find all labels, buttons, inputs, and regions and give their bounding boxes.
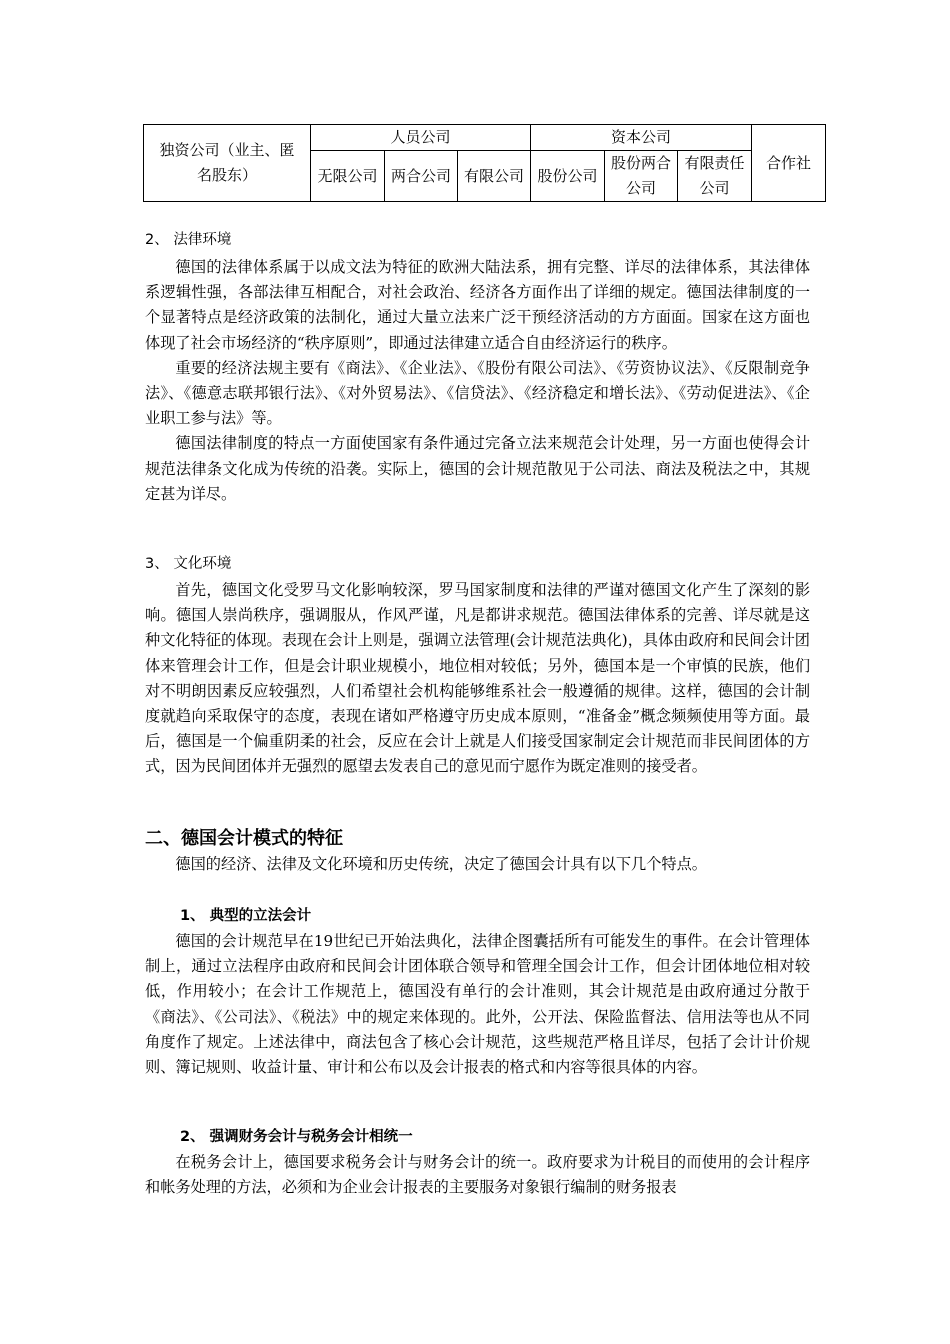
cell-limited-company: 有限公司 bbox=[458, 151, 531, 202]
heading-tax-financial-unity: 2、 强调财务会计与税务会计相统一 bbox=[180, 1129, 413, 1145]
cell-limited-partnership: 两合公司 bbox=[385, 151, 458, 202]
cell-limited-liability-company: 有限责任公司 bbox=[678, 151, 752, 202]
paragraph: 在税务会计上，德国要求税务会计与财务会计的统一。政府要求为计税目的而使用的会计程序和帐务处理的方法，必须和为企业会计报表的主要服务对象银行编制的财务报表 bbox=[145, 1153, 810, 1197]
paragraph: 德国的会计规范早在19世纪已开始法典化，法律企图囊括所有可能发生的事件。在会计管理体制上，通过立法程序由政府和民间会计团体联合领导和管理全国会计工作，但会计团体地位相对较低，作用较小；在会计工作规范上，德国没有单行的会计准则，其会计规范是由政府通过分散于《商法》、《公司法》、《税法》中的规定来体现的。此外，公开法、保险监督法、信用法等也从不同角度作了规定。上述法律中，商法包含了核心会计规范，这些规范严格且详尽，包括了会计计价规则、簿记规则、收益计量、审计和公布以及会计报表的格式和内容等很具体的内容。 bbox=[145, 932, 810, 1077]
heading-legal-environment: 2、 法律环境 bbox=[145, 232, 232, 248]
company-forms-table bbox=[143, 124, 826, 202]
cell-sole-proprietorship: 独资公司（业主、匿名股东） bbox=[144, 125, 311, 202]
cell-partnership-limited-by-shares: 股份两合公司 bbox=[605, 151, 678, 202]
paragraph: 德国的经济、法律及文化环境和历史传统，决定了德国会计具有以下几个特点。 bbox=[175, 855, 707, 873]
heading-legislative-accounting: 1、 典型的立法会计 bbox=[180, 908, 312, 924]
tax-financial-unity-body bbox=[145, 1150, 810, 1200]
cultural-environment-body bbox=[145, 578, 810, 780]
paragraph: 重要的经济法规主要有《商法》、《企业法》、《股份有限公司法》、《劳资协议法》、《反限制竞争法》、《德意志联邦银行法》、《对外贸易法》、《信贷法》、《经济稳定和增长法》、《劳动促进法》、《企业职工参与法》等。 bbox=[145, 358, 810, 428]
paragraph: 首先，德国文化受罗马文化影响较深，罗马国家制度和法律的严谨对德国文化产生了深刻的影响。德国人崇尚秩序，强调服从，作风严谨，凡是都讲求规范。德国法律体系的完善、详尽就是这种文化特征的体现。表现在会计上则是，强调立法管理(会计规范法典化)，具体由政府和民间会计团体来管理会计工作，但是会计职业规模小，地位相对较低；另外，德国本是一个审慎的民族，他们对不明朗因素反应较强烈，人们希望社会机构能够维系社会一般遵循的规律。这样，德国的会计制度就趋向采取保守的态度，表现在诸如严格遵守历史成本原则，“准备金”概念频频使用等方面。最后，德国是一个偏重阴柔的社会，反应在会计上就是人们接受国家制定会计规范而非民间团体的方式，因为民间团体并无强烈的愿望去发表自己的意见而宁愿作为既定准则的接受者。 bbox=[145, 581, 810, 776]
legislative-accounting-body bbox=[145, 929, 810, 1080]
part-two-intro bbox=[145, 852, 810, 877]
cell-unlimited-company: 无限公司 bbox=[311, 151, 385, 202]
cell-joint-stock-company: 股份公司 bbox=[531, 151, 605, 202]
paragraph: 德国法律制度的特点一方面使国家有条件通过完备立法来规范会计处理，另一方面也使得会计规范法律条文化成为传统的沿袭。实际上，德国的会计规范散见于公司法、商法及税法之中，其规定甚为详尽。 bbox=[145, 434, 810, 503]
heading-cultural-environment: 3、 文化环境 bbox=[145, 556, 232, 572]
cell-cooperative: 合作社 bbox=[752, 125, 826, 202]
paragraph: 德国的法律体系属于以成文法为特征的欧洲大陆法系，拥有完整、详尽的法律体系，其法律体系逻辑性强，各部法律互相配合，对社会政治、经济各方面作出了详细的规定。德国法律制度的一个显著特点是经济政策的法制化，通过大量立法来广泛干预经济活动的方方面面。国家在这方面也体现了社会市场经济的“秩序原则”，即通过法律建立适合自由经济运行的秩序。 bbox=[145, 258, 810, 352]
cell-capital-company: 资本公司 bbox=[531, 125, 752, 151]
cell-personal-company: 人员公司 bbox=[311, 125, 531, 151]
heading-part-two: 二、德国会计模式的特征 bbox=[145, 828, 343, 849]
legal-environment-body bbox=[145, 255, 810, 507]
